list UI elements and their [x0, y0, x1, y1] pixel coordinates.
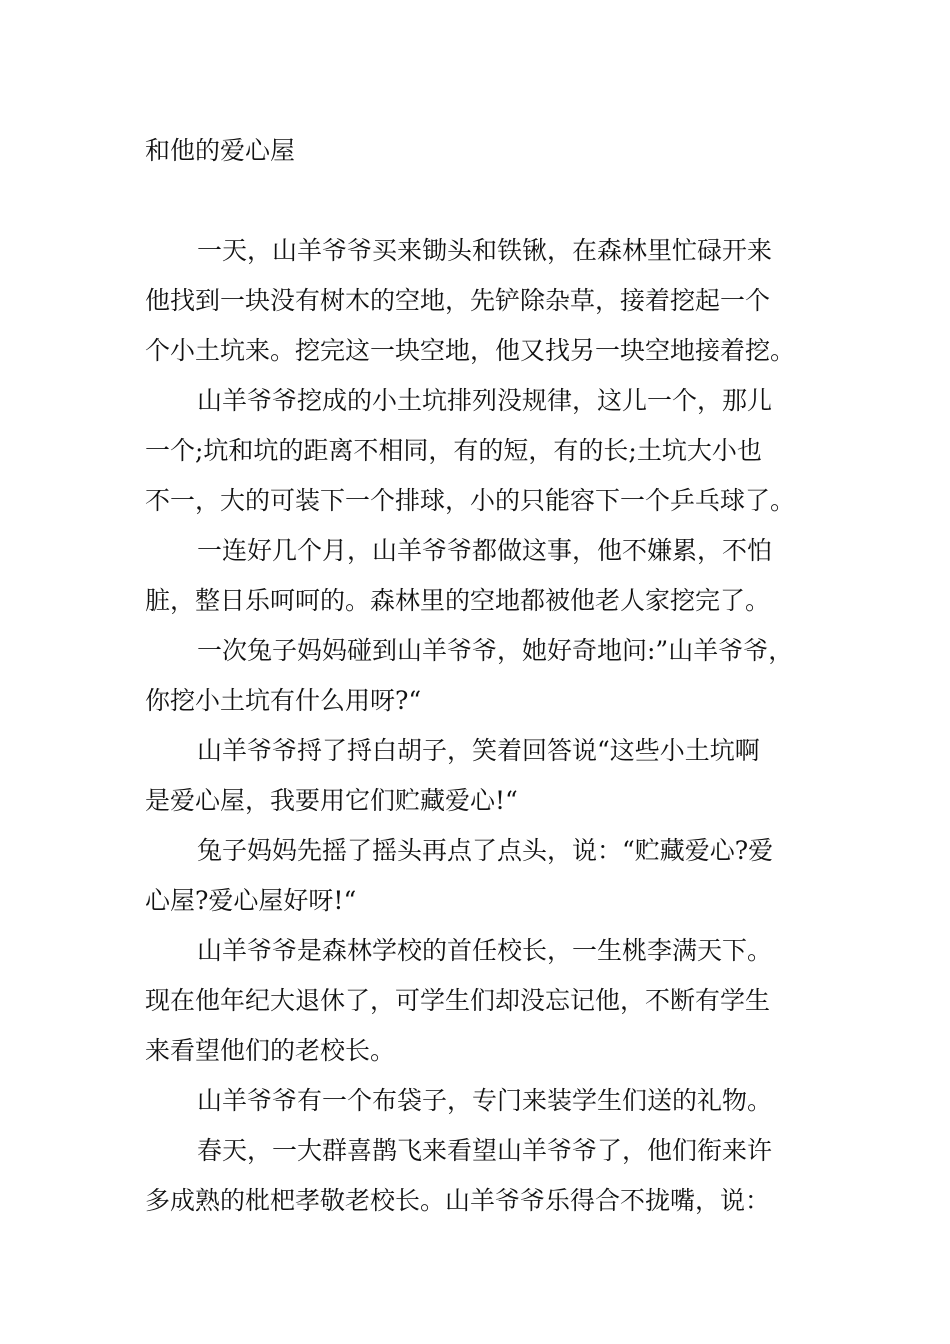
- text-line: 山羊爷爷是森林学校的首任校长，一生桃李满天下。: [197, 936, 773, 965]
- text-line: 个小土坑来。挖完这一块空地，他又找另一块空地接着挖。: [145, 336, 796, 365]
- text-line: 山羊爷爷有一个布袋子，专门来装学生们送的礼物。: [197, 1086, 773, 1115]
- text-line: 一天，山羊爷爷买来锄头和铁锹，在森林里忙碌开来: [197, 236, 773, 265]
- text-line: 一连好几个月，山羊爷爷都做这事，他不嫌累，不怕: [197, 536, 773, 565]
- text-line: 脏，整日乐呵呵的。森林里的空地都被他老人家挖完了。: [145, 586, 771, 615]
- text-line: 不一，大的可装下一个排球，小的只能容下一个乒乓球了。: [145, 486, 796, 515]
- text-line: 兔子妈妈先摇了摇头再点了点头，说：“贮藏爱心?爱: [197, 836, 774, 865]
- text-line: 来看望他们的老校长。: [145, 1036, 396, 1065]
- page-title: 和他的爱心屋: [145, 136, 296, 165]
- text-line: 是爱心屋，我要用它们贮藏爱心!“: [145, 786, 518, 815]
- text-line: 春天，一大群喜鹊飞来看望山羊爷爷了，他们衔来许: [197, 1136, 773, 1165]
- text-line: 你挖小土坑有什么用呀?“: [145, 686, 422, 715]
- text-line: 心屋?爱心屋好呀!“: [145, 886, 357, 915]
- text-line: 现在他年纪大退休了，可学生们却没忘记他，不断有学生: [145, 986, 771, 1015]
- text-line: 一次兔子妈妈碰到山羊爷爷，她好奇地问:”山羊爷爷，: [197, 636, 794, 665]
- text-line: 山羊爷爷捋了捋白胡子，笑着回答说“这些小土坑啊: [197, 736, 760, 765]
- text-line: 他找到一块没有树木的空地，先铲除杂草，接着挖起一个: [145, 286, 771, 315]
- text-line: 山羊爷爷挖成的小土坑排列没规律，这儿一个，那儿: [197, 386, 773, 415]
- document-body: [145, 226, 815, 1226]
- text-line: 一个;坑和坑的距离不相同，有的短，有的长;土坑大小也: [145, 436, 762, 465]
- text-line: 多成熟的枇杷孝敬老校长。山羊爷爷乐得合不拢嘴，说：: [145, 1186, 771, 1215]
